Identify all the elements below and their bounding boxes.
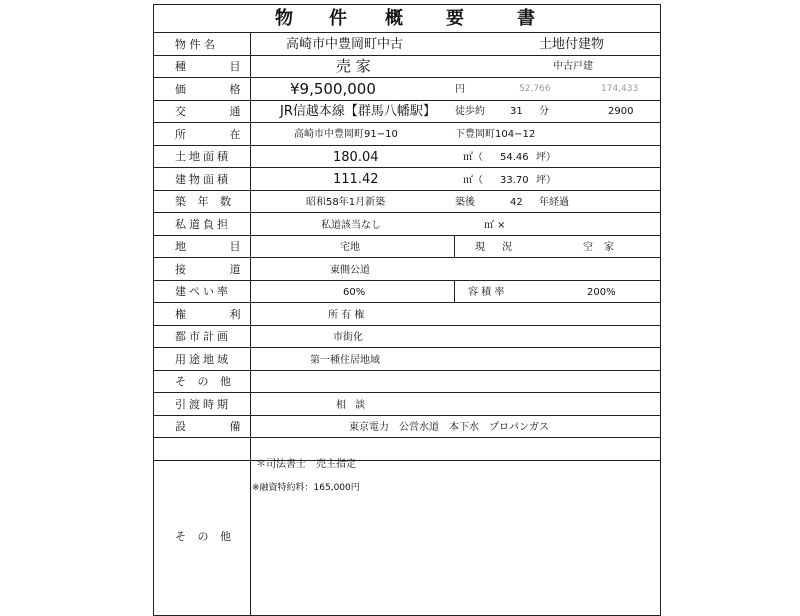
rule (153, 370, 661, 371)
title-char: 件 (329, 8, 347, 29)
rule (153, 257, 661, 258)
walk-unit: 分 (539, 106, 549, 117)
price-unit: 円 (455, 84, 465, 95)
land-category-value: 宅地 (340, 242, 360, 253)
label-rights: 権 利 (175, 308, 241, 321)
rule (153, 280, 661, 281)
private-road-unit: ㎡ × (484, 220, 506, 231)
title-char: 書 (517, 8, 535, 29)
rule (153, 122, 661, 123)
title-char: 物 (275, 8, 293, 29)
building-area-value: 111.42 (333, 172, 379, 187)
rule (153, 32, 661, 33)
road-access-value: 東側公道 (330, 265, 370, 276)
label-type: 種 目 (175, 60, 241, 73)
price-value: ¥9,500,000 (290, 80, 376, 98)
rule (153, 190, 661, 191)
rule (153, 100, 661, 101)
age-label: 築後 (455, 197, 475, 208)
rights-value: 所 有 権 (328, 310, 365, 321)
built-date-value: 昭和58年1月新築 (306, 197, 386, 208)
label-land-category: 地 目 (175, 240, 241, 253)
rule (153, 392, 661, 393)
address-2: 下豊岡町104−12 (455, 129, 536, 140)
city-planning-value: 市街化 (333, 332, 363, 343)
age-years: 42 (510, 197, 523, 208)
property-kind-value: 土地付建物 (539, 37, 605, 52)
facilities-value: 東京電力 公営水道 本下水 プロパンガス (349, 422, 549, 433)
land-area-value: 180.04 (333, 150, 379, 165)
rule (153, 145, 661, 146)
building-area-unit: ㎡（ (463, 175, 483, 186)
land-area-unit: ㎡（ (463, 152, 483, 163)
label-private-road: 私道負担 (175, 218, 231, 231)
land-tsubo: 54.46 (500, 152, 529, 163)
far-value: 200% (587, 287, 616, 298)
rule (153, 437, 661, 438)
label-other: そ の 他 (175, 375, 231, 388)
label-zoning: 用途地域 (175, 353, 231, 366)
rule (153, 347, 661, 348)
address-1: 高崎市中豊岡町91−10 (294, 129, 398, 140)
rule (153, 77, 661, 78)
label-handover: 引渡時期 (175, 398, 231, 411)
building-tsubo: 33.70 (500, 175, 529, 186)
current-value: 空 家 (583, 242, 615, 253)
rule (153, 235, 661, 236)
price-faded-1: 52,766 (519, 84, 551, 94)
coverage-value: 60% (343, 287, 366, 298)
label-road-access: 接 道 (175, 263, 241, 276)
handover-value: 相 談 (336, 400, 366, 411)
label-other-notes: そ の 他 (175, 530, 231, 543)
land-tsubo-unit: 坪） (536, 152, 556, 163)
price-faded-2: 174,433 (601, 84, 639, 94)
label-transport: 交 通 (175, 105, 241, 118)
rule (153, 4, 661, 5)
note-2: ※融資特約料：165,000円 (252, 483, 360, 493)
label-building-area: 建物面積 (175, 173, 231, 186)
property-summary-sheet (153, 4, 661, 616)
rule (454, 235, 455, 257)
note-1: ＊司法書士 売主指定 (256, 459, 356, 470)
rule (153, 212, 661, 213)
rule (153, 302, 661, 303)
walk-label: 徒歩約 (455, 106, 485, 117)
label-price: 価 格 (175, 83, 241, 96)
rule (153, 415, 661, 416)
age-suffix: 年経過 (539, 197, 569, 208)
label-property-name: 物 件 名 (175, 38, 215, 51)
rule (153, 4, 154, 616)
title-char: 概 (385, 8, 403, 29)
label-city-planning: 都市計画 (175, 330, 231, 343)
far-label: 容 積 率 (468, 287, 505, 298)
title-char: 要 (446, 8, 464, 29)
walk-minutes: 31 (510, 106, 523, 117)
rule (250, 32, 251, 616)
label-land-area: 土地面積 (175, 150, 231, 163)
label-facilities: 設 備 (175, 420, 241, 433)
label-coverage: 建ぺい率 (175, 285, 231, 298)
building-tsubo-unit: 坪） (536, 175, 556, 186)
rule (153, 460, 661, 461)
current-label: 現 況 (475, 242, 513, 253)
rule (153, 325, 661, 326)
rule (153, 55, 661, 56)
transport-value: JR信越本線【群馬八幡駅】 (280, 104, 436, 119)
type-detail-value: 中古戸建 (553, 61, 593, 72)
label-age: 築 年 数 (175, 195, 231, 208)
rule (454, 280, 455, 302)
rule (153, 167, 661, 168)
rule (660, 4, 661, 616)
type-value: 売 家 (336, 57, 371, 75)
private-road-value: 私道該当なし (321, 220, 381, 231)
property-name-value: 高崎市中豊岡町中古 (286, 37, 404, 52)
label-location: 所 在 (175, 128, 241, 141)
walk-distance: 2900 (608, 106, 634, 117)
zoning-value: 第一種住居地域 (310, 355, 380, 366)
